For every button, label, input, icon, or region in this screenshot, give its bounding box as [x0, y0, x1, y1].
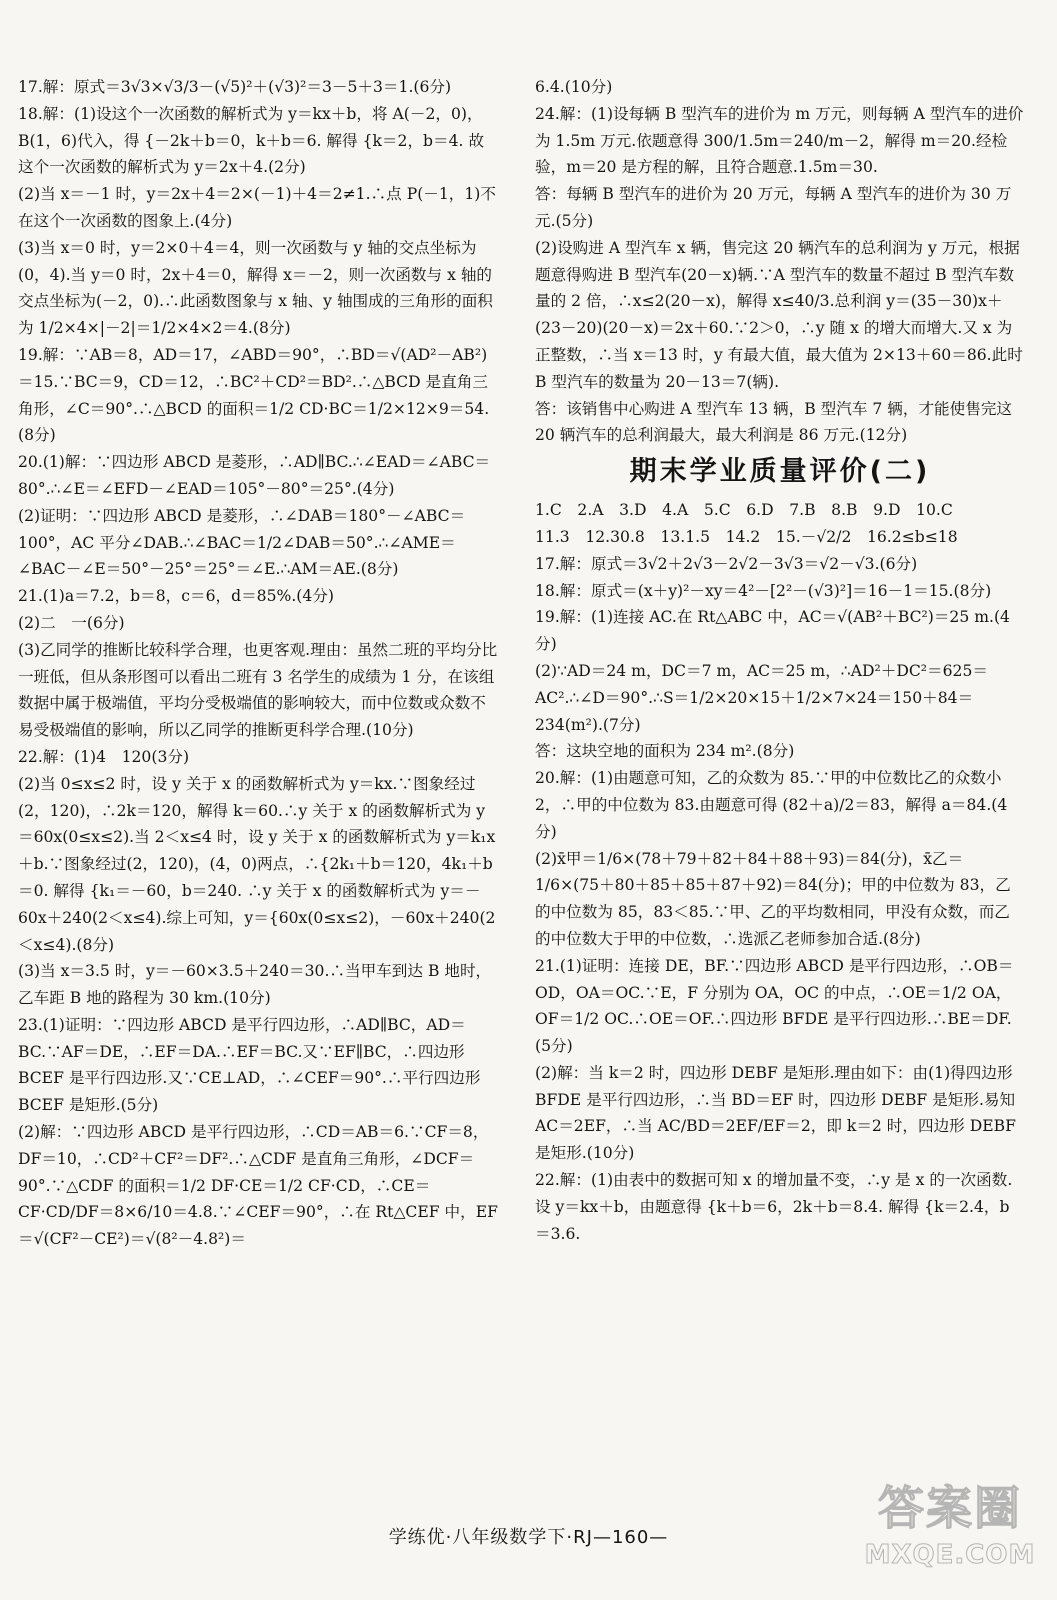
- watermark-logo: 答案圈: [878, 1481, 1022, 1535]
- answer-paragraph: (2)解：∵四边形 ABCD 是平行四边形，∴CD＝AB＝6.∵CF＝8，DF＝10，∴CD²＋CF²＝DF².∴△CDF 是直角三角形，∠DCF＝90°.∵△CDF 的面积＝1/2 DF·CE＝1/2 CF·CD，∴CE＝CF·CD/DF＝8×6/10＝4.8.∵∠CEF＝90°，∴在 Rt△CEF 中，EF＝√(CF²－CE²)＝√(8²－4.8²)＝: [18, 1123, 498, 1249]
- answer-paragraph: (3)当 x＝0 时，y＝2×0＋4＝4，则一次函数与 y 轴的交点坐标为(0，4).当 y＝0 时，2x＋4＝0，解得 x＝－2，则一次函数与 x 轴的交点坐标为(－2，0).∴此函数图象与 x 轴、y 轴围成的三角形的面积为 1/2×4×|－2|＝1/2×4×2＝4.(8分): [18, 238, 493, 338]
- answer-paragraph: 24.解：(1)设每辆 B 型汽车的进价为 m 万元，则每辆 A 型汽车的进价为 1.5m 万元.依题意得 300/1.5m＝240/m－2，解得 m＝20.经检验，m＝20 是方程的解，且符合题意.1.5m＝30.: [535, 104, 1024, 177]
- right-column-bottom: [535, 497, 1025, 1247]
- watermark-url: MXQE.COM: [864, 1540, 1036, 1570]
- answer-paragraph: 21.(1)证明：连接 DE，BF.∵四边形 ABCD 是平行四边形，∴OB＝OD，OA＝OC.∵E，F 分别为 OA，OC 的中点，∴OE＝1/2 OA，OF＝1/2 OC.∴OE＝OF.∴四边形 BFDE 是平行四边形.∴BE＝DF.(5分): [535, 956, 1014, 1056]
- watermark: [850, 1478, 1050, 1593]
- answer-paragraph: (3)乙同学的推断比较科学合理，也更客观.理由：虽然二班的平均分比一班低，但从条形图可以看出二班有 3 名学生的成绩为 1 分，在该组数据中属于极端值，平均分受极端值的影响较大，而中位数或众数不易受极端值的影响，所以乙同学的推断更科学合理.(10分): [18, 640, 498, 740]
- answer-paragraph: 答：这块空地的面积为 234 m².(8分): [535, 742, 795, 761]
- answer-paragraph: 答：该销售中心购进 A 型汽车 13 辆，B 型汽车 7 辆，才能使售完这 20 辆汽车的总利润最大，最大利润是 86 万元.(12分): [535, 399, 1013, 445]
- answer-paragraph: 11.3 12.30.8 13.1.5 14.2 15.－√2/2 16.2≤b≤18: [535, 527, 958, 546]
- section-title: 期末学业质量评价(二): [629, 456, 931, 488]
- answer-paragraph: 19.解：∵AB＝8，AD＝17，∠ABD＝90°，∴BD＝√(AD²－AB²)＝15.∵BC＝9，CD＝12，∴BC²＋CD²＝BD².∴△BCD 是直角三角形，∠C＝90°.∴△BCD 的面积＝1/2 CD·BC＝1/2×12×9＝54.(8分): [18, 345, 490, 445]
- answer-paragraph: 17.解：原式＝3√2＋2√3－2√2－3√3＝√2－√3.(6分): [535, 554, 918, 573]
- right-column: [535, 74, 1025, 1247]
- answer-paragraph: (3)当 x＝3.5 时，y＝－60×3.5＋240＝30.∴当甲车到达 B 地时，乙车距 B 地的路程为 30 km.(10分): [18, 962, 492, 1008]
- answer-paragraph: 答：每辆 B 型汽车的进价为 20 万元，每辆 A 型汽车的进价为 30 万元.(5分): [535, 185, 1012, 230]
- answer-paragraph: (2)当 0≤x≤2 时，设 y 关于 x 的函数解析式为 y＝kx.∵图象经过(2，120)，∴2k＝120，解得 k＝60.∴y 关于 x 的函数解析式为 y＝60x(0≤x≤2).当 2＜x≤4 时，设 y 关于 x 的函数解析式为 y＝k₁x＋b.∵图象经过(2，120)，(4，0)两点，∴{2k₁＋b＝120，4k₁＋b＝0. 解得 {k₁＝－60，b＝240. ∴y 关于 x 的函数解析式为 y＝－60x＋240(2＜x≤4).综上可知，y＝{60x(0≤x≤2)，－60x＋240(2＜x≤4).(8分): [18, 774, 496, 954]
- answer-paragraph: (2)解：当 k＝2 时，四边形 DEBF 是矩形.理由如下：由(1)得四边形 BFDE 是平行四边形，∴当 BD＝EF 时，四边形 DEBF 是矩形.易知 AC＝2EF，∴当 AC/BD＝2EF/EF＝2，即 k＝2 时，四边形 DEBF 是矩形.(10分): [535, 1063, 1016, 1163]
- answer-paragraph: 20.解：(1)由题意可知，乙的众数为 85.∵甲的中位数比乙的众数小 2，∴甲的中位数为 83.由题意可得 (82＋a)/2＝83，解得 a＝84.(4分): [535, 769, 1008, 841]
- answer-paragraph: 22.解：(1)由表中的数据可知 x 的增加量不变，∴y 是 x 的一次函数.设 y＝kx＋b，由题意得 {k＋b＝6，2k＋b＝8.4. 解得 {k＝2.4，b＝3.6.: [535, 1171, 1013, 1243]
- left-column: [18, 74, 498, 1253]
- answer-paragraph: 18.解：(1)设这个一次函数的解析式为 y＝kx＋b，将 A(－2，0)，B(1，6)代入，得 {－2k＋b＝0，k＋b＝6. 解得 {k＝2，b＝4. 故这个一次函数的解析式为 y＝2x＋4.(2分): [18, 104, 485, 177]
- answer-paragraph: 22.解：(1)4 120(3分): [18, 747, 190, 766]
- answer-paragraph: 20.(1)解：∵四边形 ABCD 是菱形，∴AD∥BC.∴∠EAD＝∠ABC＝80°.∴∠E＝∠EFD－∠EAD＝105°－80°＝25°.(4分): [18, 453, 491, 498]
- answer-paragraph: (2)x̄甲＝1/6×(78＋79＋82＋84＋88＋93)＝84(分)，x̄乙＝1/6×(75＋80＋85＋85＋87＋92)＝84(分)；甲的中位数为 83，乙的中位数为 85，83＜85.∵甲、乙的平均数相同，甲没有众数，而乙的中位数大于甲的中位数，∴选派乙老师参加合适.(8分): [535, 849, 1011, 948]
- answer-paragraph: (2)二 一(6分): [18, 613, 125, 632]
- answer-paragraph: (2)当 x＝－1 时，y＝2x＋4＝2×(－1)＋4＝2≠1.∴点 P(－1，1)不在这个一次函数的图象上.(4分): [18, 185, 496, 230]
- page-footer: 学练优·八年级数学下·RJ—160—: [388, 1527, 669, 1548]
- answer-paragraph: (2)证明：∵四边形 ABCD 是菱形，∴∠DAB＝180°－∠ABC＝100°，AC 平分∠DAB.∴∠BAC＝1/2∠DAB＝50°.∴∠AME＝∠BAC－∠E＝50°－25°＝25°＝∠E.∴AM＝AE.(8分): [18, 506, 466, 579]
- answer-paragraph: 19.解：(1)连接 AC.在 Rt△ABC 中，AC＝√(AB²＋BC²)＝25 m.(4分): [535, 608, 1010, 654]
- answer-paragraph: 23.(1)证明：∵四边形 ABCD 是平行四边形，∴AD∥BC，AD＝BC.∵AF＝DE，∴EF＝DA.∴EF＝BC.又∵EF∥BC，∴四边形 BCEF 是平行四边形.又∵CE⊥AD，∴∠CEF＝90°.∴平行四边形 BCEF 是矩形.(5分): [18, 1015, 481, 1115]
- answer-paragraph: (2)∵AD＝24 m，DC＝7 m，AC＝25 m，∴AD²＋DC²＝625＝AC².∴∠D＝90°.∴S＝1/2×20×15＋1/2×7×24＝150＋84＝234(m²).(7分): [535, 661, 988, 734]
- answer-paragraph: 6.4.(10分): [535, 78, 613, 96]
- answer-paragraph: 1.C 2.A 3.D 4.A 5.C 6.D 7.B 8.B 9.D 10.C: [535, 501, 953, 520]
- answer-paragraph: (2)设购进 A 型汽车 x 辆，售完这 20 辆汽车的总利润为 y 万元，根据题意得购进 B 型汽车(20－x)辆.∵A 型汽车的数量不超过 B 型汽车数量的 2 倍，∴x≤2(20－x)，解得 x≤40/3.总利润 y＝(35－30)x＋(23－20)(20－x)＝2x＋60.∵2＞0，∴y 随 x 的增大而增大.又 x 为正整数，∴当 x＝13 时，y 有最大值，最大值为 2×13＋60＝86.此时 B 型汽车的数量为 20－13＝7(辆).: [535, 238, 1023, 391]
- right-column-top: [535, 74, 1025, 449]
- answer-paragraph: 21.(1)a＝7.2，b＝8，c＝6，d＝85%.(4分): [18, 587, 334, 606]
- answer-paragraph: 17.解：原式＝3√3×√3/3－(√5)²＋(√3)²＝3－5＋3＝1.(6分): [18, 78, 452, 96]
- answer-paragraph: 18.解：原式＝(x＋y)²－xy＝4²－[2²－(√3)²]＝16－1＝15.(8分): [535, 581, 992, 600]
